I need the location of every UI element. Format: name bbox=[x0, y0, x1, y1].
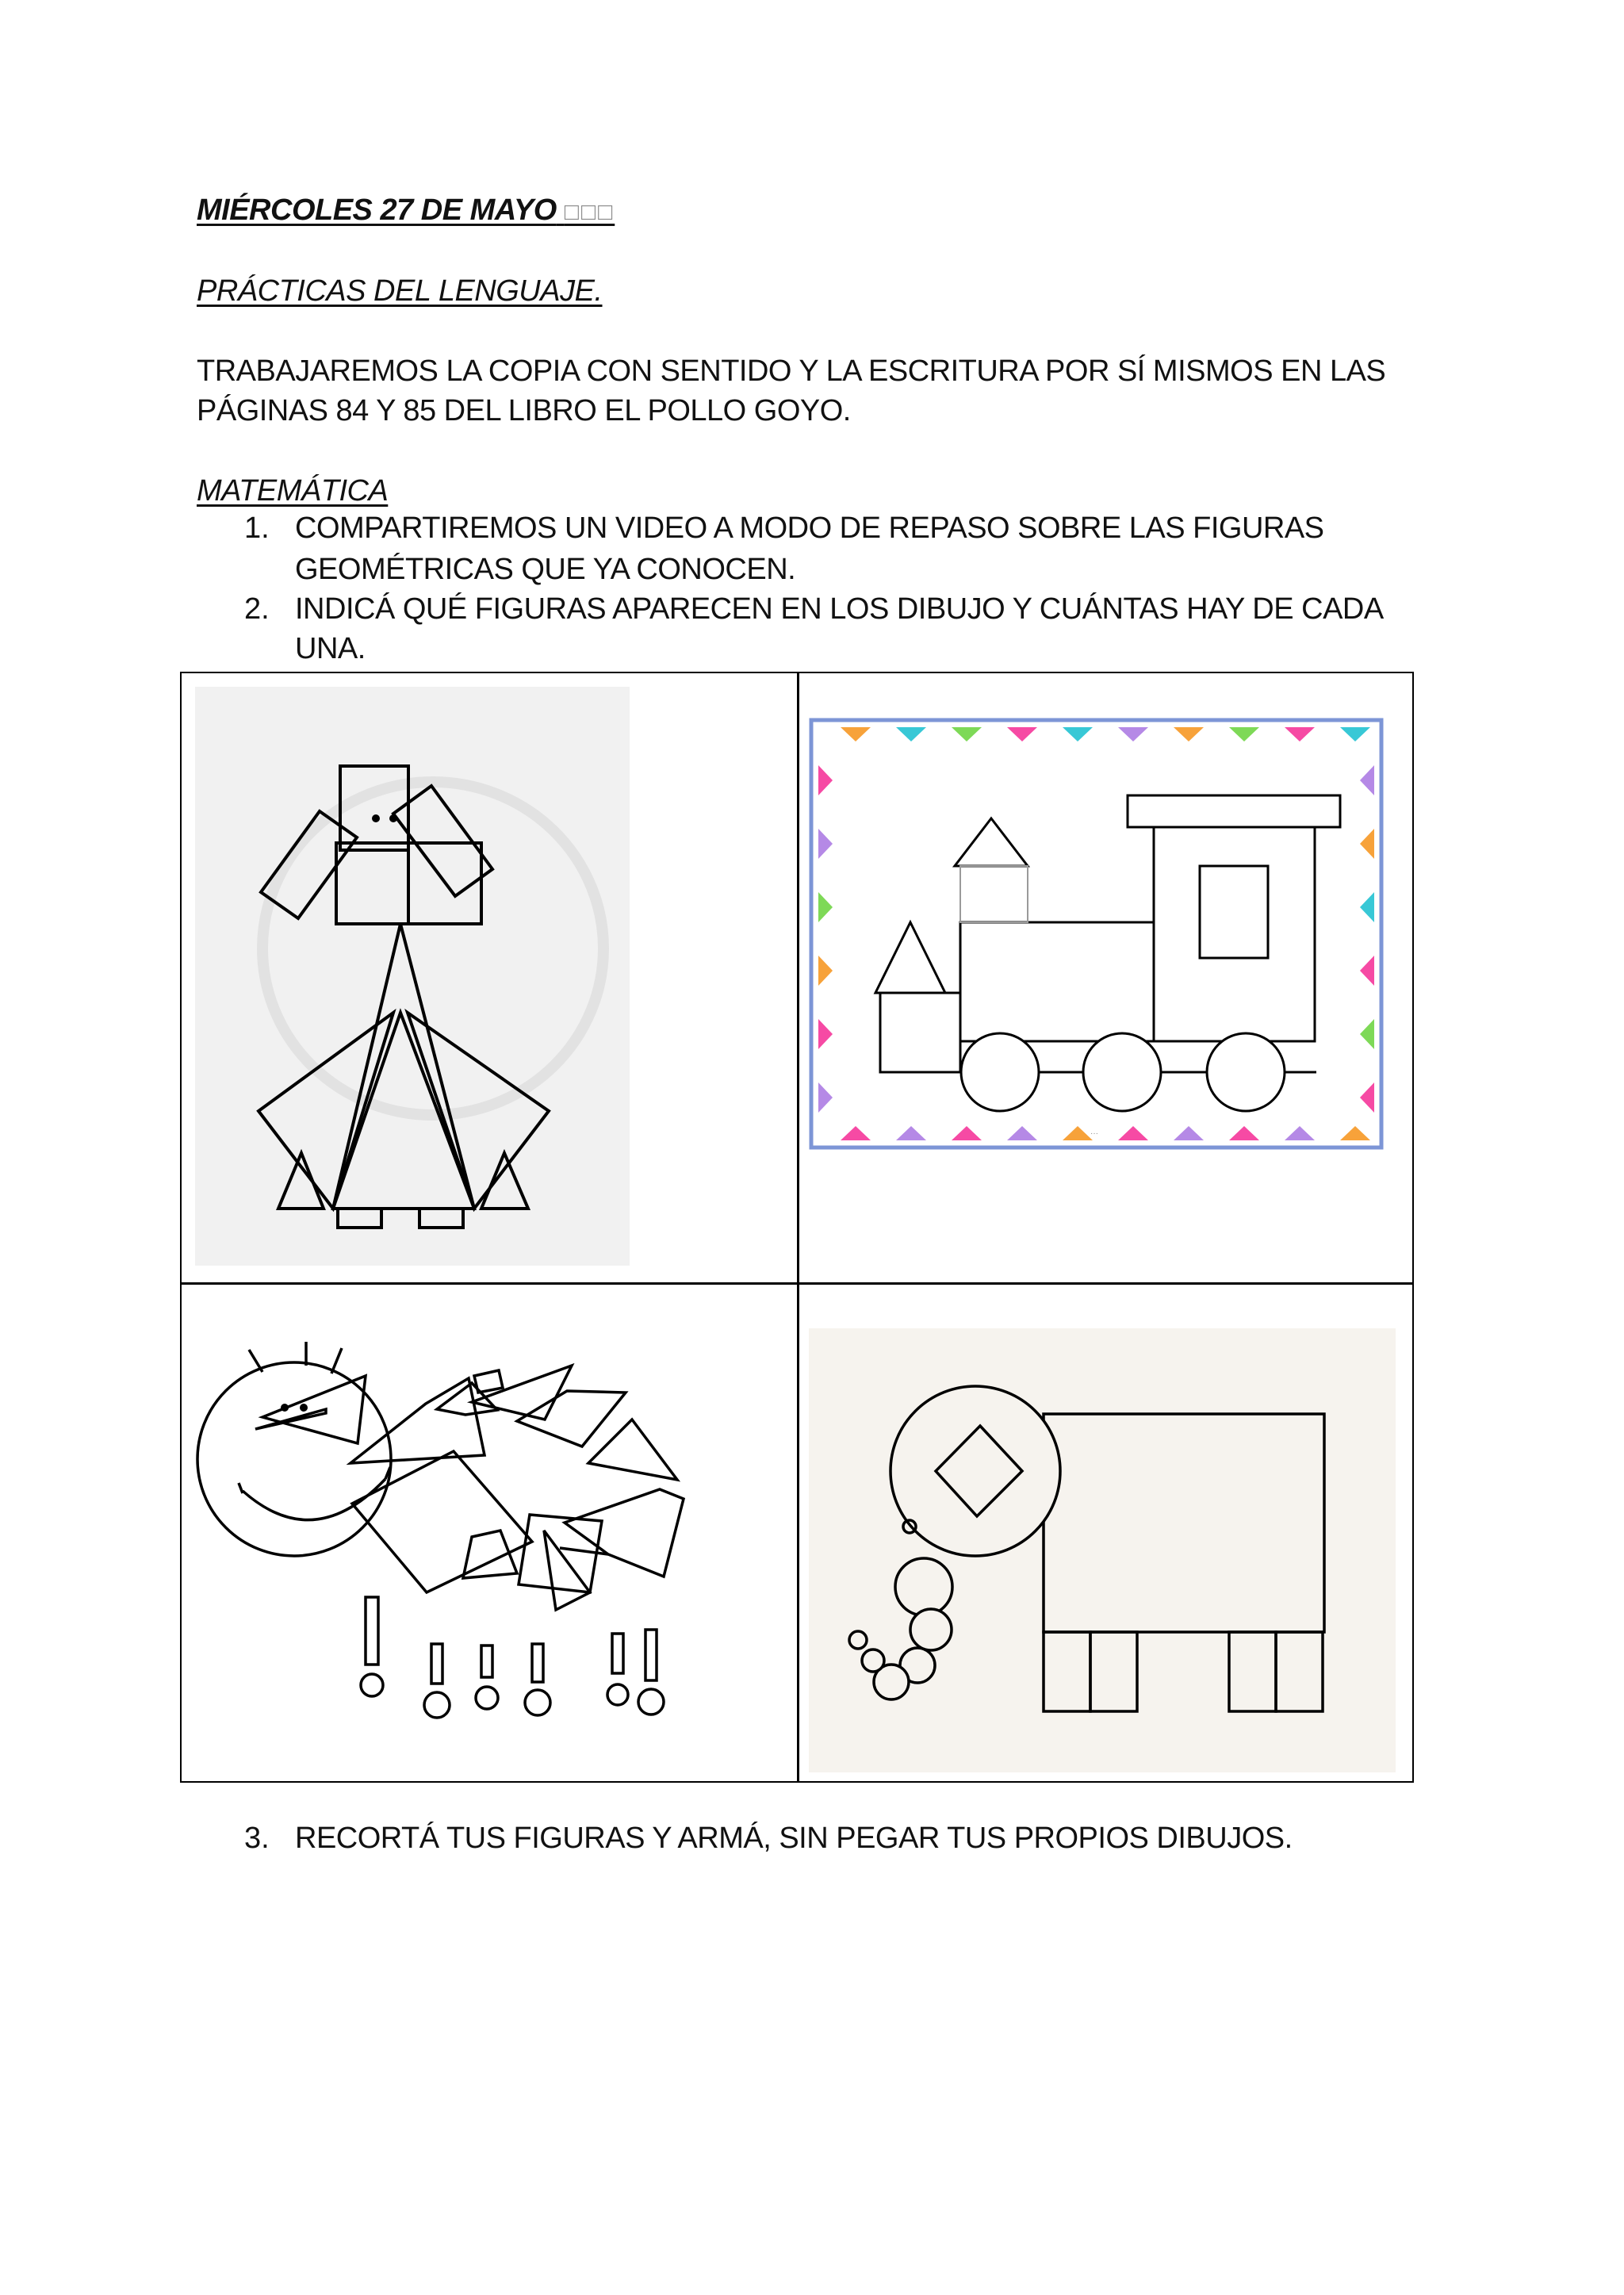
date-text: MIÉRCOLES 27 DE MAYO bbox=[197, 193, 557, 227]
elephant-shapes-icon bbox=[809, 1328, 1396, 1772]
svg-text:···: ··· bbox=[1090, 1129, 1098, 1138]
page-date bbox=[197, 190, 615, 232]
table-divider-vertical bbox=[797, 673, 799, 1781]
date-emoji-placeholders: □□□ bbox=[564, 199, 615, 225]
list-item-number: 3. bbox=[244, 1822, 270, 1855]
section-title-matematica: MATEMÁTICA bbox=[197, 474, 389, 508]
section-title-lenguaje: PRÁCTICAS DEL LENGUAJE. bbox=[197, 274, 603, 308]
dog-shapes-icon bbox=[195, 687, 630, 1266]
list-item-text: UNA. bbox=[295, 632, 366, 665]
train-shapes-icon bbox=[809, 718, 1384, 1150]
lenguaje-text-line-1: TRABAJAREMOS LA COPIA CON SENTIDO Y LA ESCRITURA POR SÍ MISMOS EN LAS bbox=[197, 354, 1386, 388]
caterpillar-shapes-icon bbox=[195, 1316, 782, 1745]
list-item-number: 2. bbox=[244, 592, 270, 626]
list-item-number: 1. bbox=[244, 511, 270, 545]
table-divider-horizontal bbox=[182, 1282, 1412, 1285]
list-item-text: GEOMÉTRICAS QUE YA CONOCEN. bbox=[295, 553, 796, 586]
lenguaje-text-line-2: PÁGINAS 84 Y 85 DEL LIBRO EL POLLO GOYO. bbox=[197, 394, 851, 427]
list-item-text: RECORTÁ TUS FIGURAS Y ARMÁ, SIN PEGAR TUS PROPIOS DIBUJOS. bbox=[295, 1822, 1293, 1855]
list-item-text: COMPARTIREMOS UN VIDEO A MODO DE REPASO SOBRE LAS FIGURAS bbox=[295, 511, 1324, 545]
list-item-text: INDICÁ QUÉ FIGURAS APARECEN EN LOS DIBUJO Y CUÁNTAS HAY DE CADA bbox=[295, 592, 1384, 626]
